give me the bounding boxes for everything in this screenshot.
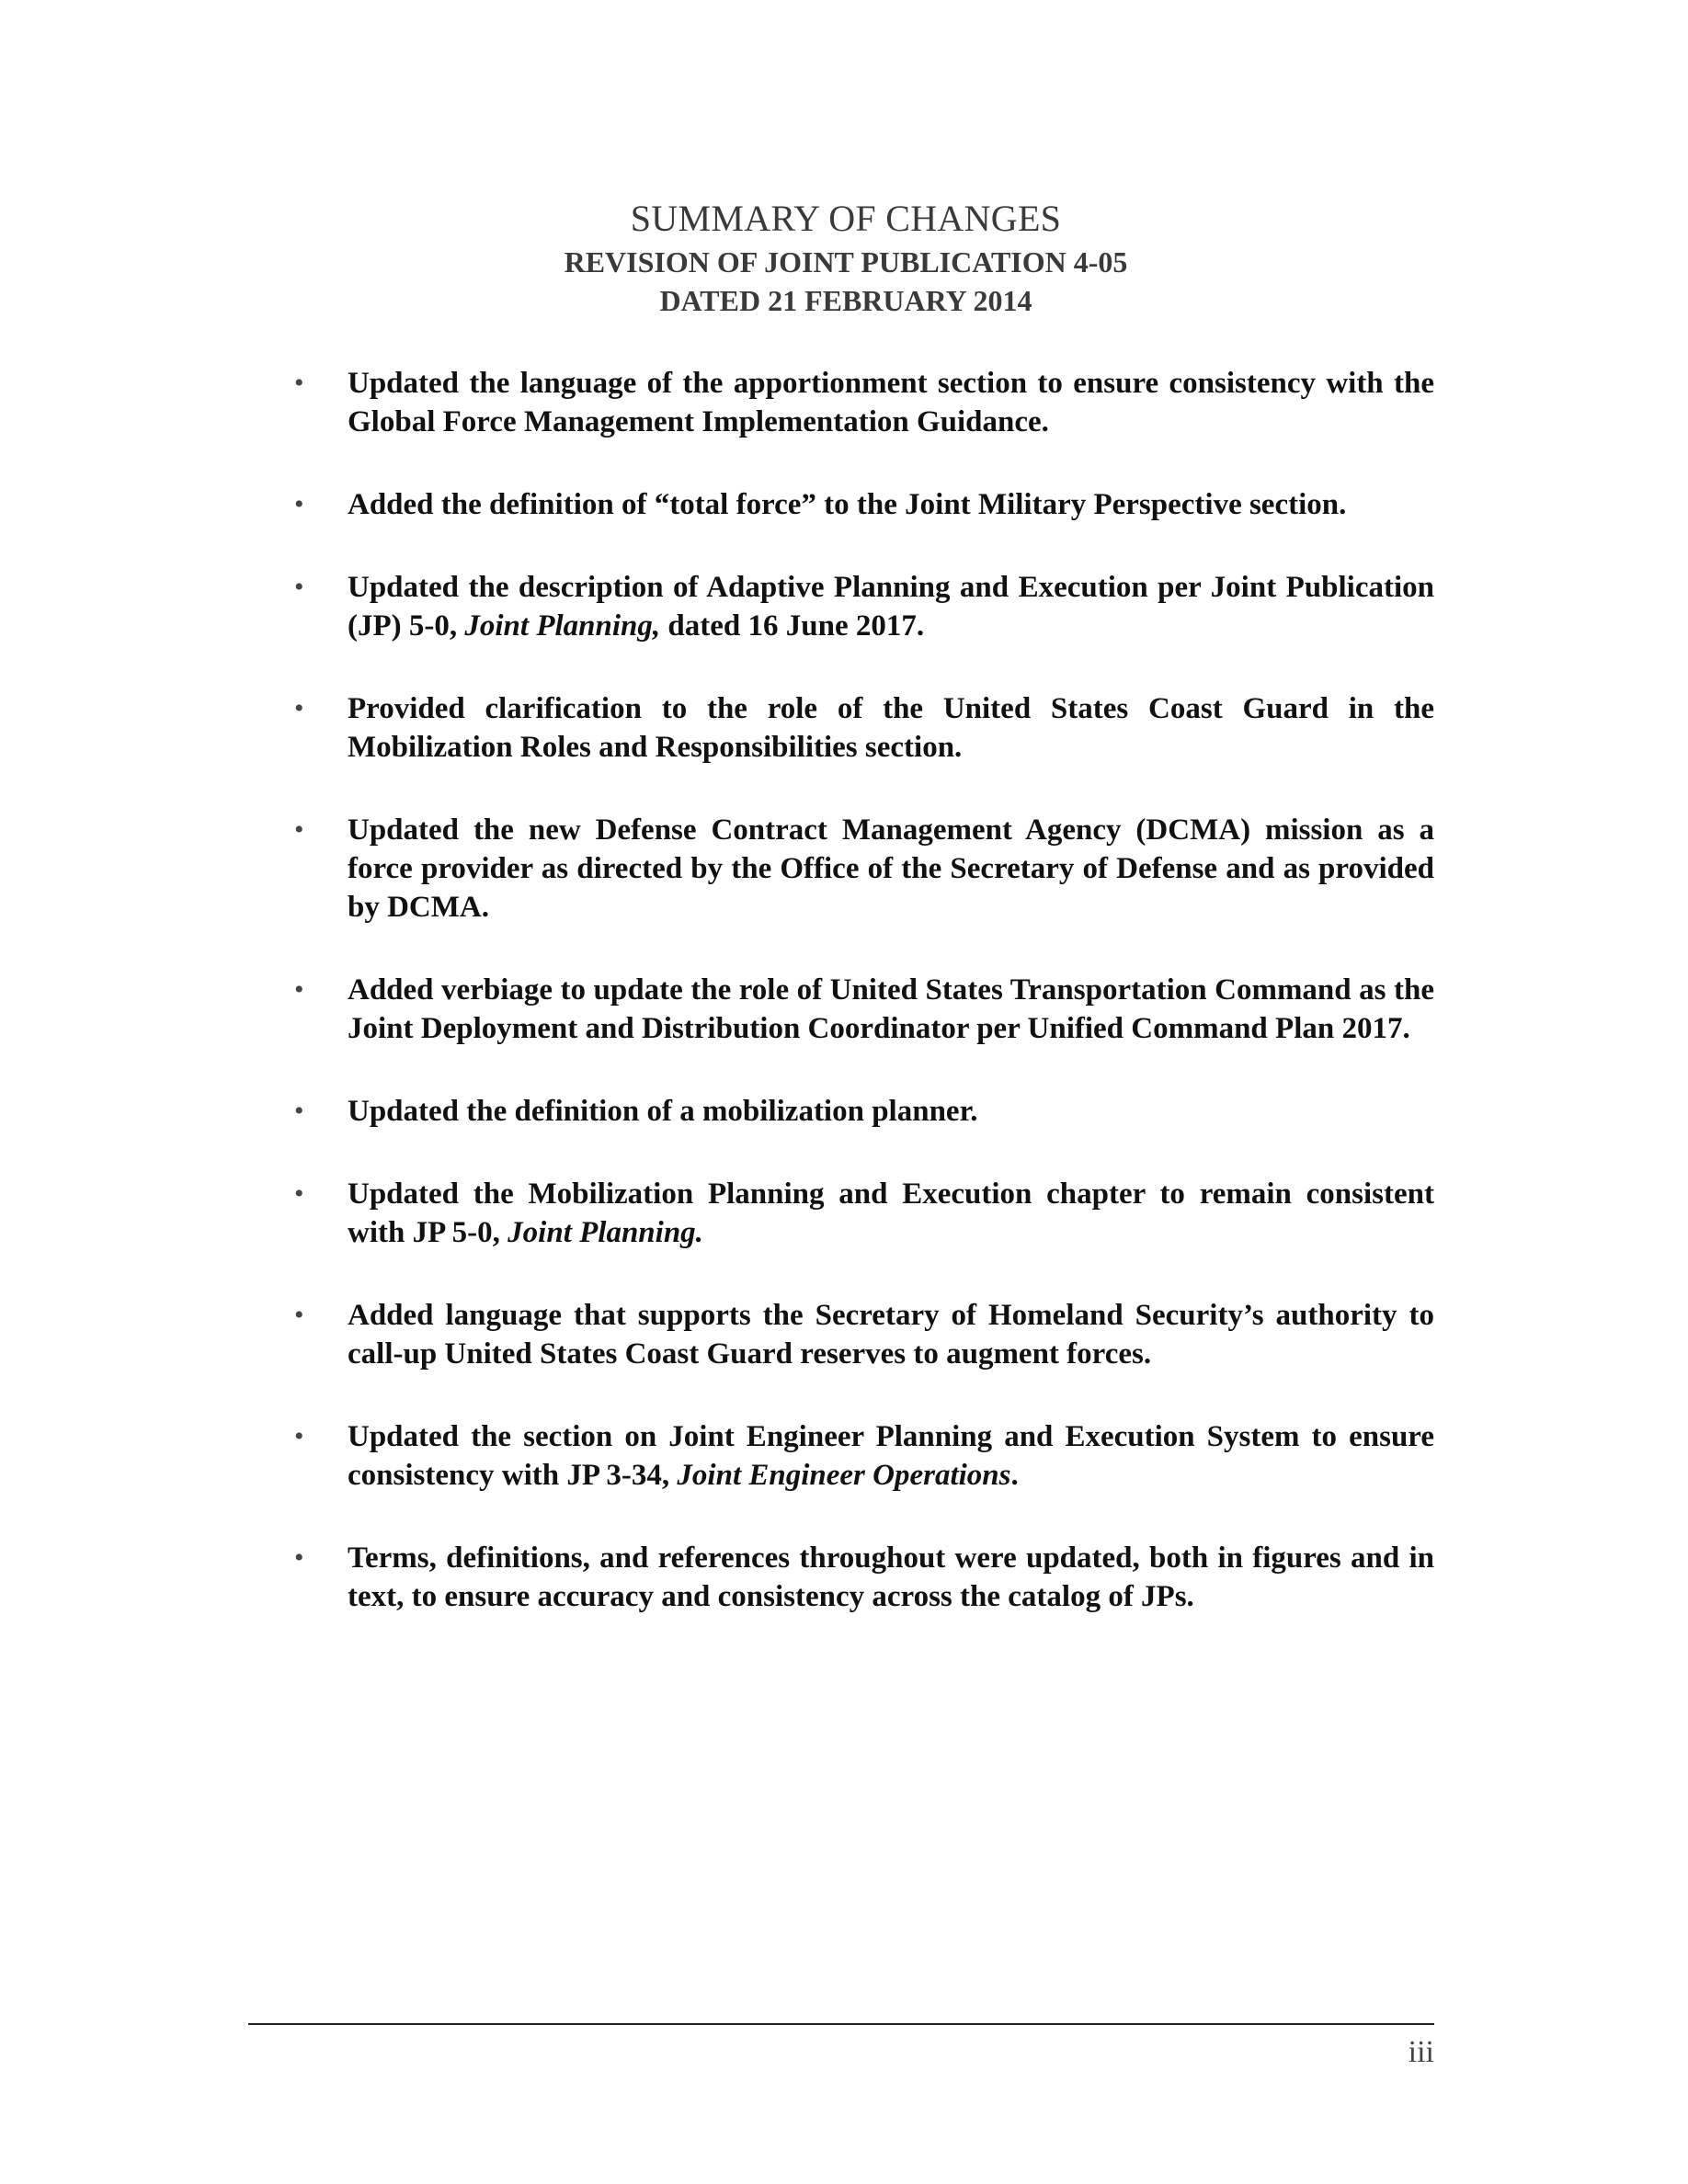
bullet-icon: • bbox=[294, 1421, 304, 1451]
publication-revision: REVISION OF JOINT PUBLICATION 4-05 bbox=[564, 245, 1128, 279]
change-text-lead: Updated the description of Adaptive Planning and Execution per Joint Publication (JP) 5-0, bbox=[348, 571, 1434, 643]
publication-title-italic: Joint Planning. bbox=[508, 1216, 703, 1249]
change-text: Updated the definition of a mobilization planner. bbox=[348, 1095, 978, 1128]
bullet-icon: • bbox=[294, 1096, 304, 1126]
change-text: Added the definition of “total force” to the Joint Military Perspective section. bbox=[348, 488, 1347, 521]
bullet-icon: • bbox=[294, 572, 304, 602]
change-text: Updated the new Defense Contract Management Agency (DCMA) mission as a force provider as directed by the Office of the Secretary of Defense and as provided by DCMA. bbox=[348, 813, 1434, 924]
change-text-lead: Updated the section on Joint Engineer Planning and Execution System to ensure consistency with JP 3-34, bbox=[348, 1420, 1434, 1492]
change-text: Added language that supports the Secretary of Homeland Security’s authority to call-up United States Coast Guard reserves to augment forces. bbox=[348, 1299, 1434, 1371]
bullet-icon: • bbox=[294, 693, 304, 723]
list-item bbox=[294, 1539, 1434, 1616]
changes-list bbox=[294, 364, 1434, 1660]
list-item bbox=[294, 568, 1434, 645]
change-text bbox=[348, 1177, 1434, 1249]
footer-divider bbox=[248, 2023, 1434, 2025]
change-text bbox=[348, 1420, 1434, 1492]
bullet-icon: • bbox=[294, 368, 304, 398]
list-item bbox=[294, 1296, 1434, 1373]
change-text: Provided clarification to the role of the United States Coast Guard in the Mobilization Roles and Responsibilities section. bbox=[348, 692, 1434, 764]
list-item bbox=[294, 1417, 1434, 1495]
publication-title-italic: Joint Planning, bbox=[464, 609, 661, 643]
document-header bbox=[248, 195, 1443, 320]
change-text: Added verbiage to update the role of United States Transportation Command as the Joint Deployment and Distribution Coordinator per Unified Command Plan 2017. bbox=[348, 973, 1434, 1045]
list-item bbox=[294, 811, 1434, 927]
bullet-icon: • bbox=[294, 489, 304, 519]
list-item bbox=[294, 1092, 1434, 1131]
bullet-icon: • bbox=[294, 814, 304, 845]
publication-title-italic: Joint Engineer Operations bbox=[677, 1459, 1011, 1492]
publication-date: DATED 21 FEBRUARY 2014 bbox=[659, 284, 1032, 317]
list-item bbox=[294, 485, 1434, 524]
list-item bbox=[294, 689, 1434, 767]
bullet-icon: • bbox=[294, 974, 304, 1005]
change-text-tail: dated 16 June 2017. bbox=[660, 609, 925, 643]
change-text: Updated the language of the apportionment section to ensure consistency with the Global Force Management Implementation Guidance. bbox=[348, 367, 1434, 438]
bullet-icon: • bbox=[294, 1178, 304, 1209]
page-title: SUMMARY OF CHANGES bbox=[630, 198, 1062, 239]
change-text-lead: Updated the Mobilization Planning and Execution chapter to remain consistent with JP 5-0, bbox=[348, 1177, 1434, 1249]
list-item bbox=[294, 364, 1434, 441]
list-item bbox=[294, 1175, 1434, 1252]
bullet-icon: • bbox=[294, 1542, 304, 1573]
change-text-tail: . bbox=[1010, 1459, 1019, 1492]
page-number: iii bbox=[1408, 2035, 1434, 2069]
bullet-icon: • bbox=[294, 1300, 304, 1330]
change-text: Terms, definitions, and references throughout were updated, both in figures and in text, to ensure accuracy and consistency across the catalog of JPs. bbox=[348, 1541, 1434, 1613]
list-item bbox=[294, 971, 1434, 1048]
change-text bbox=[348, 571, 1434, 643]
